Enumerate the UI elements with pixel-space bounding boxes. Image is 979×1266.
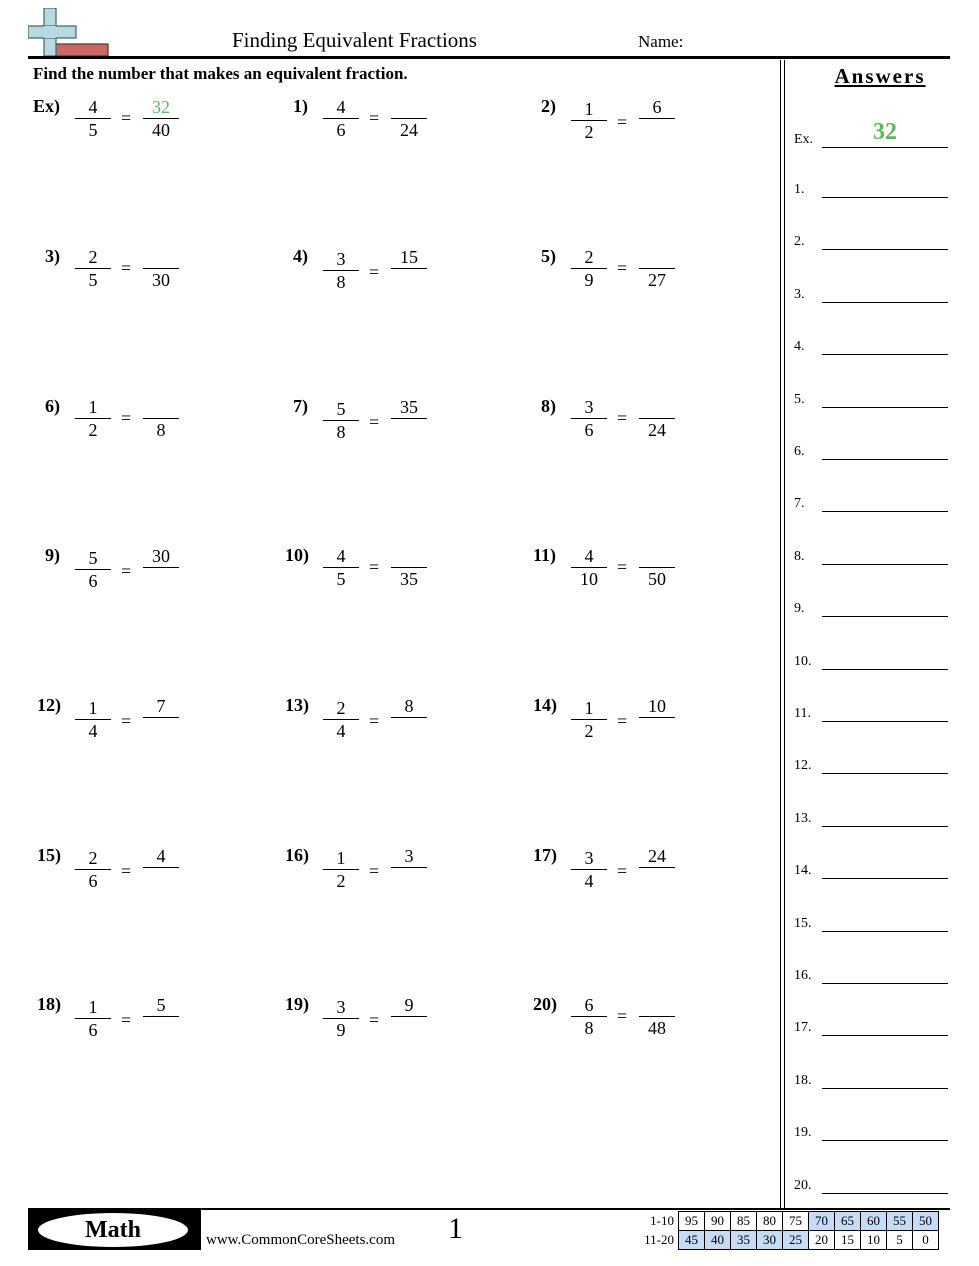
answer-line[interactable] [822, 1035, 948, 1036]
numerator: 3 [336, 249, 346, 269]
answer-label: 4. [794, 339, 805, 355]
problem-label: 10) [285, 545, 309, 565]
answer-line[interactable] [822, 459, 948, 460]
score-cell: 70 [809, 1212, 835, 1231]
answer-line [822, 147, 948, 148]
problem-label: 1) [293, 96, 308, 116]
numerator: 1 [584, 99, 594, 119]
numerator: 4 [88, 97, 98, 117]
equals-sign: = [121, 258, 132, 278]
problem-8 [529, 396, 769, 456]
answer-label: 3. [794, 286, 805, 302]
fraction-left [571, 396, 607, 441]
problem-label: 16) [285, 845, 309, 865]
answer-line[interactable] [822, 983, 948, 984]
example-problem [33, 96, 273, 156]
answer-line[interactable] [822, 302, 948, 303]
score-cell: 85 [731, 1212, 757, 1231]
column-divider [780, 60, 781, 1210]
denominator: 4 [336, 721, 346, 741]
fraction-left [75, 697, 111, 742]
denominator [391, 1017, 427, 1039]
numerator [639, 994, 675, 1016]
problem-label: 4) [293, 246, 308, 266]
numerator: 5 [156, 995, 166, 1015]
fraction-right [143, 845, 179, 890]
denominator: 4 [88, 721, 98, 741]
fraction-right [143, 396, 179, 441]
fraction-left [323, 847, 359, 892]
answer-row [794, 492, 950, 512]
fraction-left [323, 996, 359, 1041]
answer-line[interactable] [822, 826, 948, 827]
problem-10 [281, 545, 521, 605]
problem-19 [281, 994, 521, 1054]
denominator: 8 [156, 420, 166, 440]
problem-label: 3) [45, 246, 60, 266]
answer-label: 15. [794, 915, 812, 931]
numerator: 4 [336, 546, 346, 566]
answer-label: 17. [794, 1020, 812, 1036]
denominator [391, 419, 427, 441]
problem-label: 19) [285, 994, 309, 1014]
answers-title: Answers [834, 64, 926, 88]
score-cell: 45 [679, 1231, 705, 1250]
equals-sign: = [121, 108, 132, 128]
answer-label: 6. [794, 444, 805, 459]
score-cell: 20 [809, 1231, 835, 1250]
worksheet-title: Finding Equivalent Fractions [232, 28, 477, 52]
fraction-right [143, 96, 179, 141]
score-row [620, 1231, 939, 1250]
problem-label: 14) [533, 695, 557, 715]
problem-20 [529, 994, 769, 1054]
fraction-left [571, 98, 607, 143]
denominator: 48 [648, 1018, 666, 1038]
numerator: 1 [584, 698, 594, 718]
numerator: 10 [648, 696, 666, 716]
answer-line[interactable] [822, 616, 948, 617]
fraction-right [391, 246, 427, 291]
numerator: 6 [652, 97, 662, 117]
denominator: 40 [152, 120, 170, 140]
numerator: 4 [336, 97, 346, 117]
equals-sign: = [617, 1006, 628, 1026]
answer-line[interactable] [822, 511, 948, 512]
denominator: 9 [336, 1020, 346, 1040]
numerator: 4 [156, 846, 166, 866]
math-badge [28, 1210, 201, 1250]
denominator: 8 [336, 422, 346, 442]
problem-label: 8) [541, 396, 556, 416]
fraction-left [571, 545, 607, 590]
numerator: 1 [336, 848, 346, 868]
denominator: 5 [88, 270, 98, 290]
fraction-right [391, 845, 427, 890]
answer-row [794, 1016, 950, 1036]
numerator: 2 [88, 848, 98, 868]
numerator: 5 [88, 548, 98, 568]
answer-row [794, 859, 950, 879]
fraction-right [639, 845, 675, 890]
denominator: 50 [648, 569, 666, 589]
numerator: 2 [584, 247, 594, 267]
denominator [639, 718, 675, 740]
problem-16 [281, 845, 521, 905]
problem-3 [33, 246, 273, 306]
problem-label: 15) [37, 845, 61, 865]
denominator: 6 [88, 871, 98, 891]
denominator: 5 [88, 120, 98, 140]
answer-label: 18. [794, 1072, 812, 1088]
numerator: 24 [648, 846, 666, 866]
answer-label: 2. [794, 234, 805, 250]
denominator: 2 [584, 122, 594, 142]
answer-label: 19. [794, 1125, 812, 1141]
denominator: 6 [88, 1020, 98, 1040]
numerator: 1 [88, 997, 98, 1017]
answer-label: 10. [794, 653, 812, 669]
problem-2 [529, 96, 769, 156]
numerator: 8 [404, 696, 414, 716]
equals-sign: = [369, 108, 380, 128]
numerator [143, 396, 179, 418]
fraction-right [143, 545, 179, 590]
score-cell: 75 [783, 1212, 809, 1231]
numerator: 2 [88, 247, 98, 267]
denominator: 6 [336, 120, 346, 140]
answer-label: 12. [794, 758, 812, 774]
denominator: 8 [584, 1018, 594, 1038]
score-cell: 55 [887, 1212, 913, 1231]
answer-row [794, 283, 950, 303]
answer-row [794, 912, 950, 932]
denominator: 2 [88, 420, 98, 440]
answer-label: 20. [794, 1177, 812, 1193]
problem-17 [529, 845, 769, 905]
numerator [391, 96, 427, 118]
denominator: 9 [584, 270, 594, 290]
answer-row [794, 335, 950, 355]
problem-11 [529, 545, 769, 605]
website-url: www.CommonCoreSheets.com [206, 1232, 396, 1248]
score-cell: 35 [731, 1231, 757, 1250]
problem-label: 18) [37, 994, 61, 1014]
answer-label: 14. [794, 863, 812, 879]
numerator: 1 [88, 397, 98, 417]
denominator: 35 [400, 569, 418, 589]
equals-sign: = [617, 408, 628, 428]
denominator: 30 [152, 270, 170, 290]
header-divider [28, 56, 950, 59]
equals-sign: = [121, 408, 132, 428]
answer-row [794, 650, 950, 670]
problem-label: 9) [45, 545, 60, 565]
answer-line[interactable] [822, 1140, 948, 1141]
answer-label: Ex. [794, 132, 814, 147]
fraction-left [323, 96, 359, 141]
numerator-answer: 32 [152, 97, 170, 117]
problem-label: 6) [45, 396, 60, 416]
denominator: 6 [88, 571, 98, 591]
denominator [639, 119, 675, 141]
score-table [620, 1211, 939, 1250]
answer-line[interactable] [822, 878, 948, 879]
column-divider [784, 60, 785, 1210]
denominator [391, 718, 427, 740]
answer-line[interactable] [822, 249, 948, 250]
answer-row [794, 702, 950, 722]
answer-label: 16. [794, 968, 812, 983]
problem-6 [33, 396, 273, 456]
answer-example-value: 32 [873, 119, 897, 145]
score-cell: 95 [679, 1212, 705, 1231]
score-cell: 25 [783, 1231, 809, 1250]
problem-label: 17) [533, 845, 557, 865]
problem-14 [529, 695, 769, 755]
equals-sign: = [369, 262, 380, 282]
fraction-left [571, 847, 607, 892]
denominator: 2 [336, 871, 346, 891]
fraction-right [143, 994, 179, 1039]
fraction-left [323, 697, 359, 742]
fraction-right [143, 246, 179, 291]
problem-label: 11) [533, 545, 557, 565]
equals-sign: = [121, 711, 132, 731]
name-label: Name: [638, 32, 684, 51]
score-cell: 5 [887, 1231, 913, 1250]
answer-row [794, 388, 950, 408]
equals-sign: = [617, 861, 628, 881]
equals-sign: = [369, 711, 380, 731]
score-cell: 0 [913, 1231, 939, 1250]
numerator: 6 [584, 995, 594, 1015]
denominator [391, 868, 427, 890]
instructions: Find the number that makes an equivalent fraction. [33, 64, 408, 83]
equals-sign: = [369, 1010, 380, 1030]
numerator: 1 [88, 698, 98, 718]
problem-label: Ex) [33, 96, 60, 116]
answer-row [794, 964, 950, 984]
denominator: 27 [648, 270, 666, 290]
denominator: 10 [580, 569, 598, 589]
answer-line[interactable] [822, 931, 948, 932]
numerator: 15 [400, 247, 418, 267]
page-number: 1 [448, 1212, 463, 1245]
score-cell: 40 [705, 1231, 731, 1250]
problem-9 [33, 545, 273, 605]
answer-row [794, 754, 950, 774]
numerator [639, 396, 675, 418]
answer-line[interactable] [822, 564, 948, 565]
answer-line[interactable] [822, 1193, 948, 1194]
equals-sign: = [369, 557, 380, 577]
problem-18 [33, 994, 273, 1054]
answer-label: 11. [794, 706, 811, 721]
answer-row [794, 545, 950, 565]
equals-sign: = [121, 561, 132, 581]
fraction-right [391, 994, 427, 1039]
numerator: 3 [336, 997, 346, 1017]
equals-sign: = [121, 861, 132, 881]
score-cell: 10 [861, 1231, 887, 1250]
equals-sign: = [617, 258, 628, 278]
problem-label: 12) [37, 695, 61, 715]
answer-line[interactable] [822, 669, 948, 670]
fraction-left [323, 248, 359, 293]
score-cell: 65 [835, 1212, 861, 1231]
fraction-left [75, 96, 111, 141]
score-cell: 60 [861, 1212, 887, 1231]
answer-line[interactable] [822, 1088, 948, 1089]
fraction-left [75, 847, 111, 892]
fraction-left [323, 545, 359, 590]
fraction-left [75, 396, 111, 441]
answer-label: 13. [794, 810, 812, 826]
denominator [143, 1017, 179, 1039]
answer-line[interactable] [822, 773, 948, 774]
fraction-right [391, 96, 427, 141]
numerator: 30 [152, 546, 170, 566]
answer-row [794, 597, 950, 617]
numerator [639, 246, 675, 268]
score-range-label: 1-10 [650, 1213, 674, 1228]
problem-1 [281, 96, 521, 156]
answer-label: 1. [794, 182, 805, 197]
numerator: 3 [584, 397, 594, 417]
answer-row [794, 1069, 950, 1089]
fraction-right [639, 96, 675, 141]
fraction-right [391, 396, 427, 441]
score-cell: 15 [835, 1231, 861, 1250]
denominator [143, 568, 179, 590]
score-range-label: 11-20 [644, 1232, 674, 1247]
problem-15 [33, 845, 273, 905]
answer-row [794, 230, 950, 250]
problem-label: 20) [533, 994, 557, 1014]
score-row [620, 1212, 939, 1231]
denominator [391, 269, 427, 291]
fraction-left [323, 398, 359, 443]
numerator [639, 545, 675, 567]
answer-line[interactable] [822, 407, 948, 408]
denominator: 2 [584, 721, 594, 741]
denominator: 24 [400, 120, 418, 140]
fraction-right [639, 246, 675, 291]
equals-sign: = [369, 412, 380, 432]
numerator: 4 [584, 546, 594, 566]
problem-4 [281, 246, 521, 306]
fraction-left [571, 994, 607, 1039]
answer-line[interactable] [822, 721, 948, 722]
denominator: 6 [584, 420, 594, 440]
equals-sign: = [617, 112, 628, 132]
denominator: 24 [648, 420, 666, 440]
denominator [639, 868, 675, 890]
answer-row [794, 1174, 950, 1194]
numerator: 3 [584, 848, 594, 868]
answer-row [794, 1121, 950, 1141]
fraction-left [75, 547, 111, 592]
fraction-left [75, 996, 111, 1041]
numerator: 9 [404, 995, 414, 1015]
fraction-left [571, 697, 607, 742]
equals-sign: = [121, 1010, 132, 1030]
fraction-right [639, 545, 675, 590]
fraction-right [391, 695, 427, 740]
denominator [143, 718, 179, 740]
numerator [143, 246, 179, 268]
problem-5 [529, 246, 769, 306]
score-cell: 50 [913, 1212, 939, 1231]
answer-row [794, 440, 950, 460]
fraction-right [143, 695, 179, 740]
numerator: 35 [400, 397, 418, 417]
answer-row-example [794, 119, 950, 148]
fraction-left [75, 246, 111, 291]
answer-label: 7. [794, 496, 805, 512]
score-cell: 80 [757, 1212, 783, 1231]
denominator: 4 [584, 871, 594, 891]
problem-label: 2) [541, 96, 556, 116]
score-cell: 90 [705, 1212, 731, 1231]
fraction-right [639, 695, 675, 740]
answer-row [794, 807, 950, 827]
equals-sign: = [617, 711, 628, 731]
answer-label: 9. [794, 601, 805, 617]
equals-sign: = [369, 861, 380, 881]
equals-sign: = [617, 557, 628, 577]
fraction-right [639, 396, 675, 441]
problem-label: 7) [293, 396, 308, 416]
problem-7 [281, 396, 521, 456]
denominator: 5 [336, 569, 346, 589]
numerator [391, 545, 427, 567]
numerator: 7 [156, 696, 166, 716]
answer-row [794, 178, 950, 198]
problem-12 [33, 695, 273, 755]
plus-minus-logo-icon [28, 8, 110, 58]
numerator: 3 [404, 846, 414, 866]
answer-label: 8. [794, 548, 805, 564]
numerator: 2 [336, 698, 346, 718]
denominator [143, 868, 179, 890]
fraction-left [571, 246, 607, 291]
fraction-right [391, 545, 427, 590]
numerator: 5 [336, 399, 346, 419]
math-label: Math [38, 1213, 188, 1247]
answer-line[interactable] [822, 197, 948, 198]
answer-label: 5. [794, 391, 805, 407]
problem-label: 13) [285, 695, 309, 715]
problem-13 [281, 695, 521, 755]
score-cell: 30 [757, 1231, 783, 1250]
problem-label: 5) [541, 246, 556, 266]
denominator: 8 [336, 272, 346, 292]
answer-line[interactable] [822, 354, 948, 355]
fraction-right [639, 994, 675, 1039]
